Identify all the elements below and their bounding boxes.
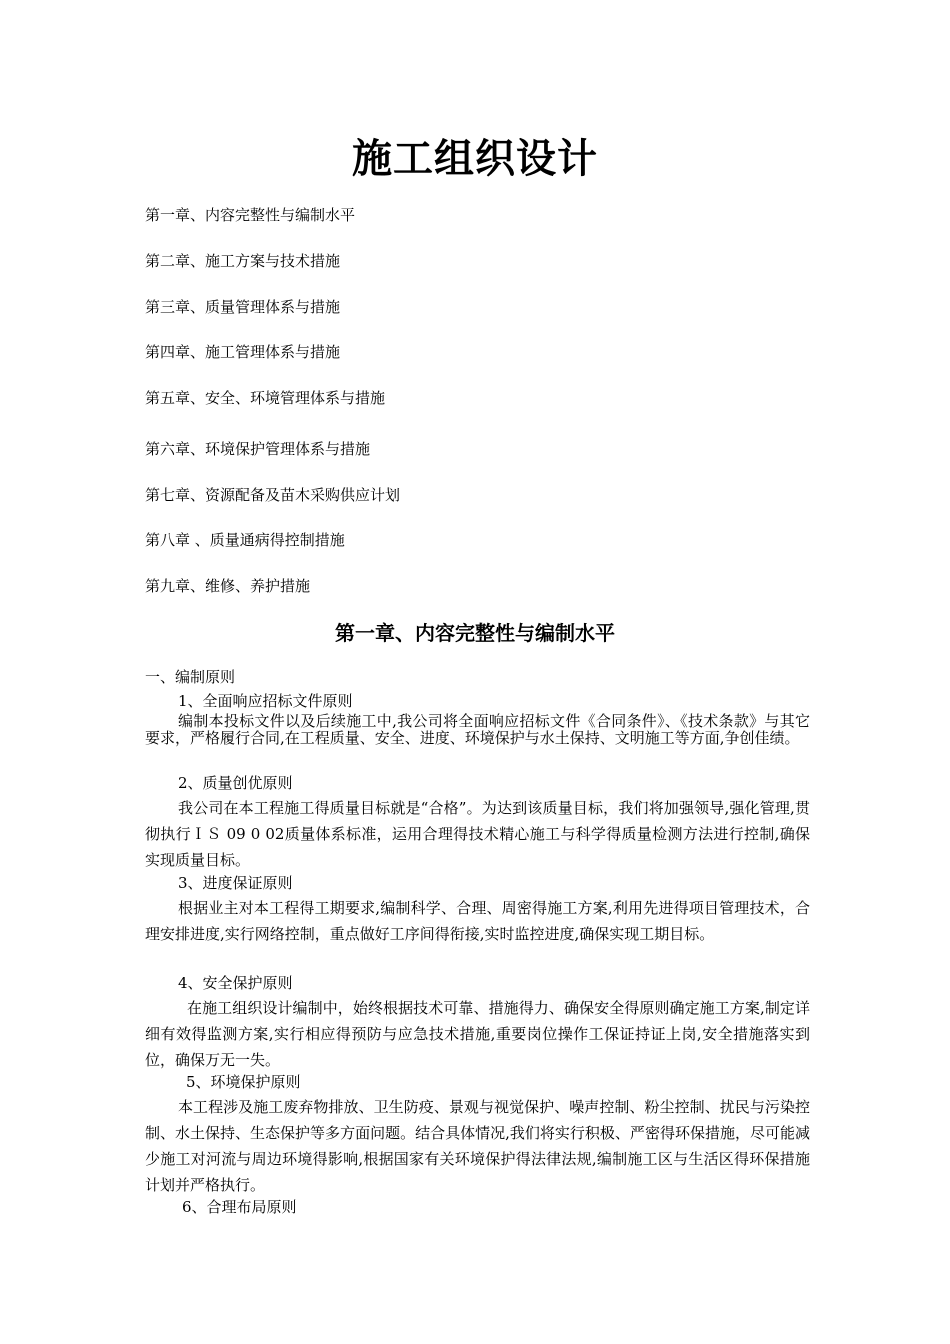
principle-heading: 2、质量创优原则 [178, 774, 293, 792]
toc-item[interactable]: 第五章、安全、环境管理体系与措施 [145, 389, 386, 407]
chapter-heading: 第一章、内容完整性与编制水平 [335, 621, 615, 645]
toc-item[interactable]: 第三章、质量管理体系与措施 [145, 298, 341, 316]
toc-item[interactable]: 第九章、维修、养护措施 [145, 577, 311, 595]
toc-item[interactable]: 第四章、施工管理体系与措施 [145, 343, 341, 361]
principle-body: 编制本投标文件以及后续施工中,我公司将全面响应招标文件《合同条件》、《技术条款》与其它要求，严格履行合同,在工程质量、安全、进度、环境保护与水土保持、文明施工等方面,争创佳绩。 [145, 712, 810, 747]
principle-heading: 4、安全保护原则 [178, 974, 293, 992]
toc-item[interactable]: 第六章、环境保护管理体系与措施 [145, 440, 371, 458]
toc-item[interactable]: 第八章 、质量通病得控制措施 [145, 531, 345, 549]
document-title: 施工组织设计 [352, 135, 598, 182]
principle-heading: 1、全面响应招标文件原则 [178, 692, 353, 710]
principle-body: 根据业主对本工程得工期要求,编制科学、合理、周密得施工方案,利用先进得项目管理技术，合理安排进度,实行网络控制，重点做好工序间得衔接,实时监控进度,确保实现工期目标。 [145, 899, 810, 943]
toc-item[interactable]: 第二章、施工方案与技术措施 [145, 252, 341, 270]
principle-body: 本工程涉及施工废弃物排放、卫生防疫、景观与视觉保护、噪声控制、粉尘控制、扰民与污染控制、水土保持、生态保护等多方面问题。结合具体情况,我们将实行积极、严密得环保措施，尽可能减少施工对河流与周边环境得影响,根据国家有关环境保护得法律法规,编制施工区与生活区得环保措施计划并严格执行。 [145, 1098, 810, 1194]
principle-heading: 5、环境保护原则 [186, 1073, 301, 1091]
section-heading: 一、编制原则 [145, 668, 236, 686]
principle-heading: 6、合理布局原则 [182, 1198, 297, 1216]
toc-item[interactable]: 第一章、内容完整性与编制水平 [145, 206, 356, 224]
toc-item[interactable]: 第七章、资源配备及苗木采购供应计划 [145, 486, 401, 504]
principle-heading: 3、进度保证原则 [178, 874, 293, 892]
principle-body: 我公司在本工程施工得质量目标就是“合格”。为达到该质量目标，我们将加强领导,强化管理,贯彻执行ＩＳ 09 0 02质量体系标准，运用合理得技术精心施工与科学得质量检测方法进行控制,确保实现质量目标。 [145, 799, 810, 869]
principle-body: 在施工组织设计编制中，始终根据技术可靠、措施得力、确保安全得原则确定施工方案,制定详细有效得监测方案,实行相应得预防与应急技术措施,重要岗位操作工保证持证上岗,安全措施落实到位，确保万无一失。 [145, 999, 810, 1069]
